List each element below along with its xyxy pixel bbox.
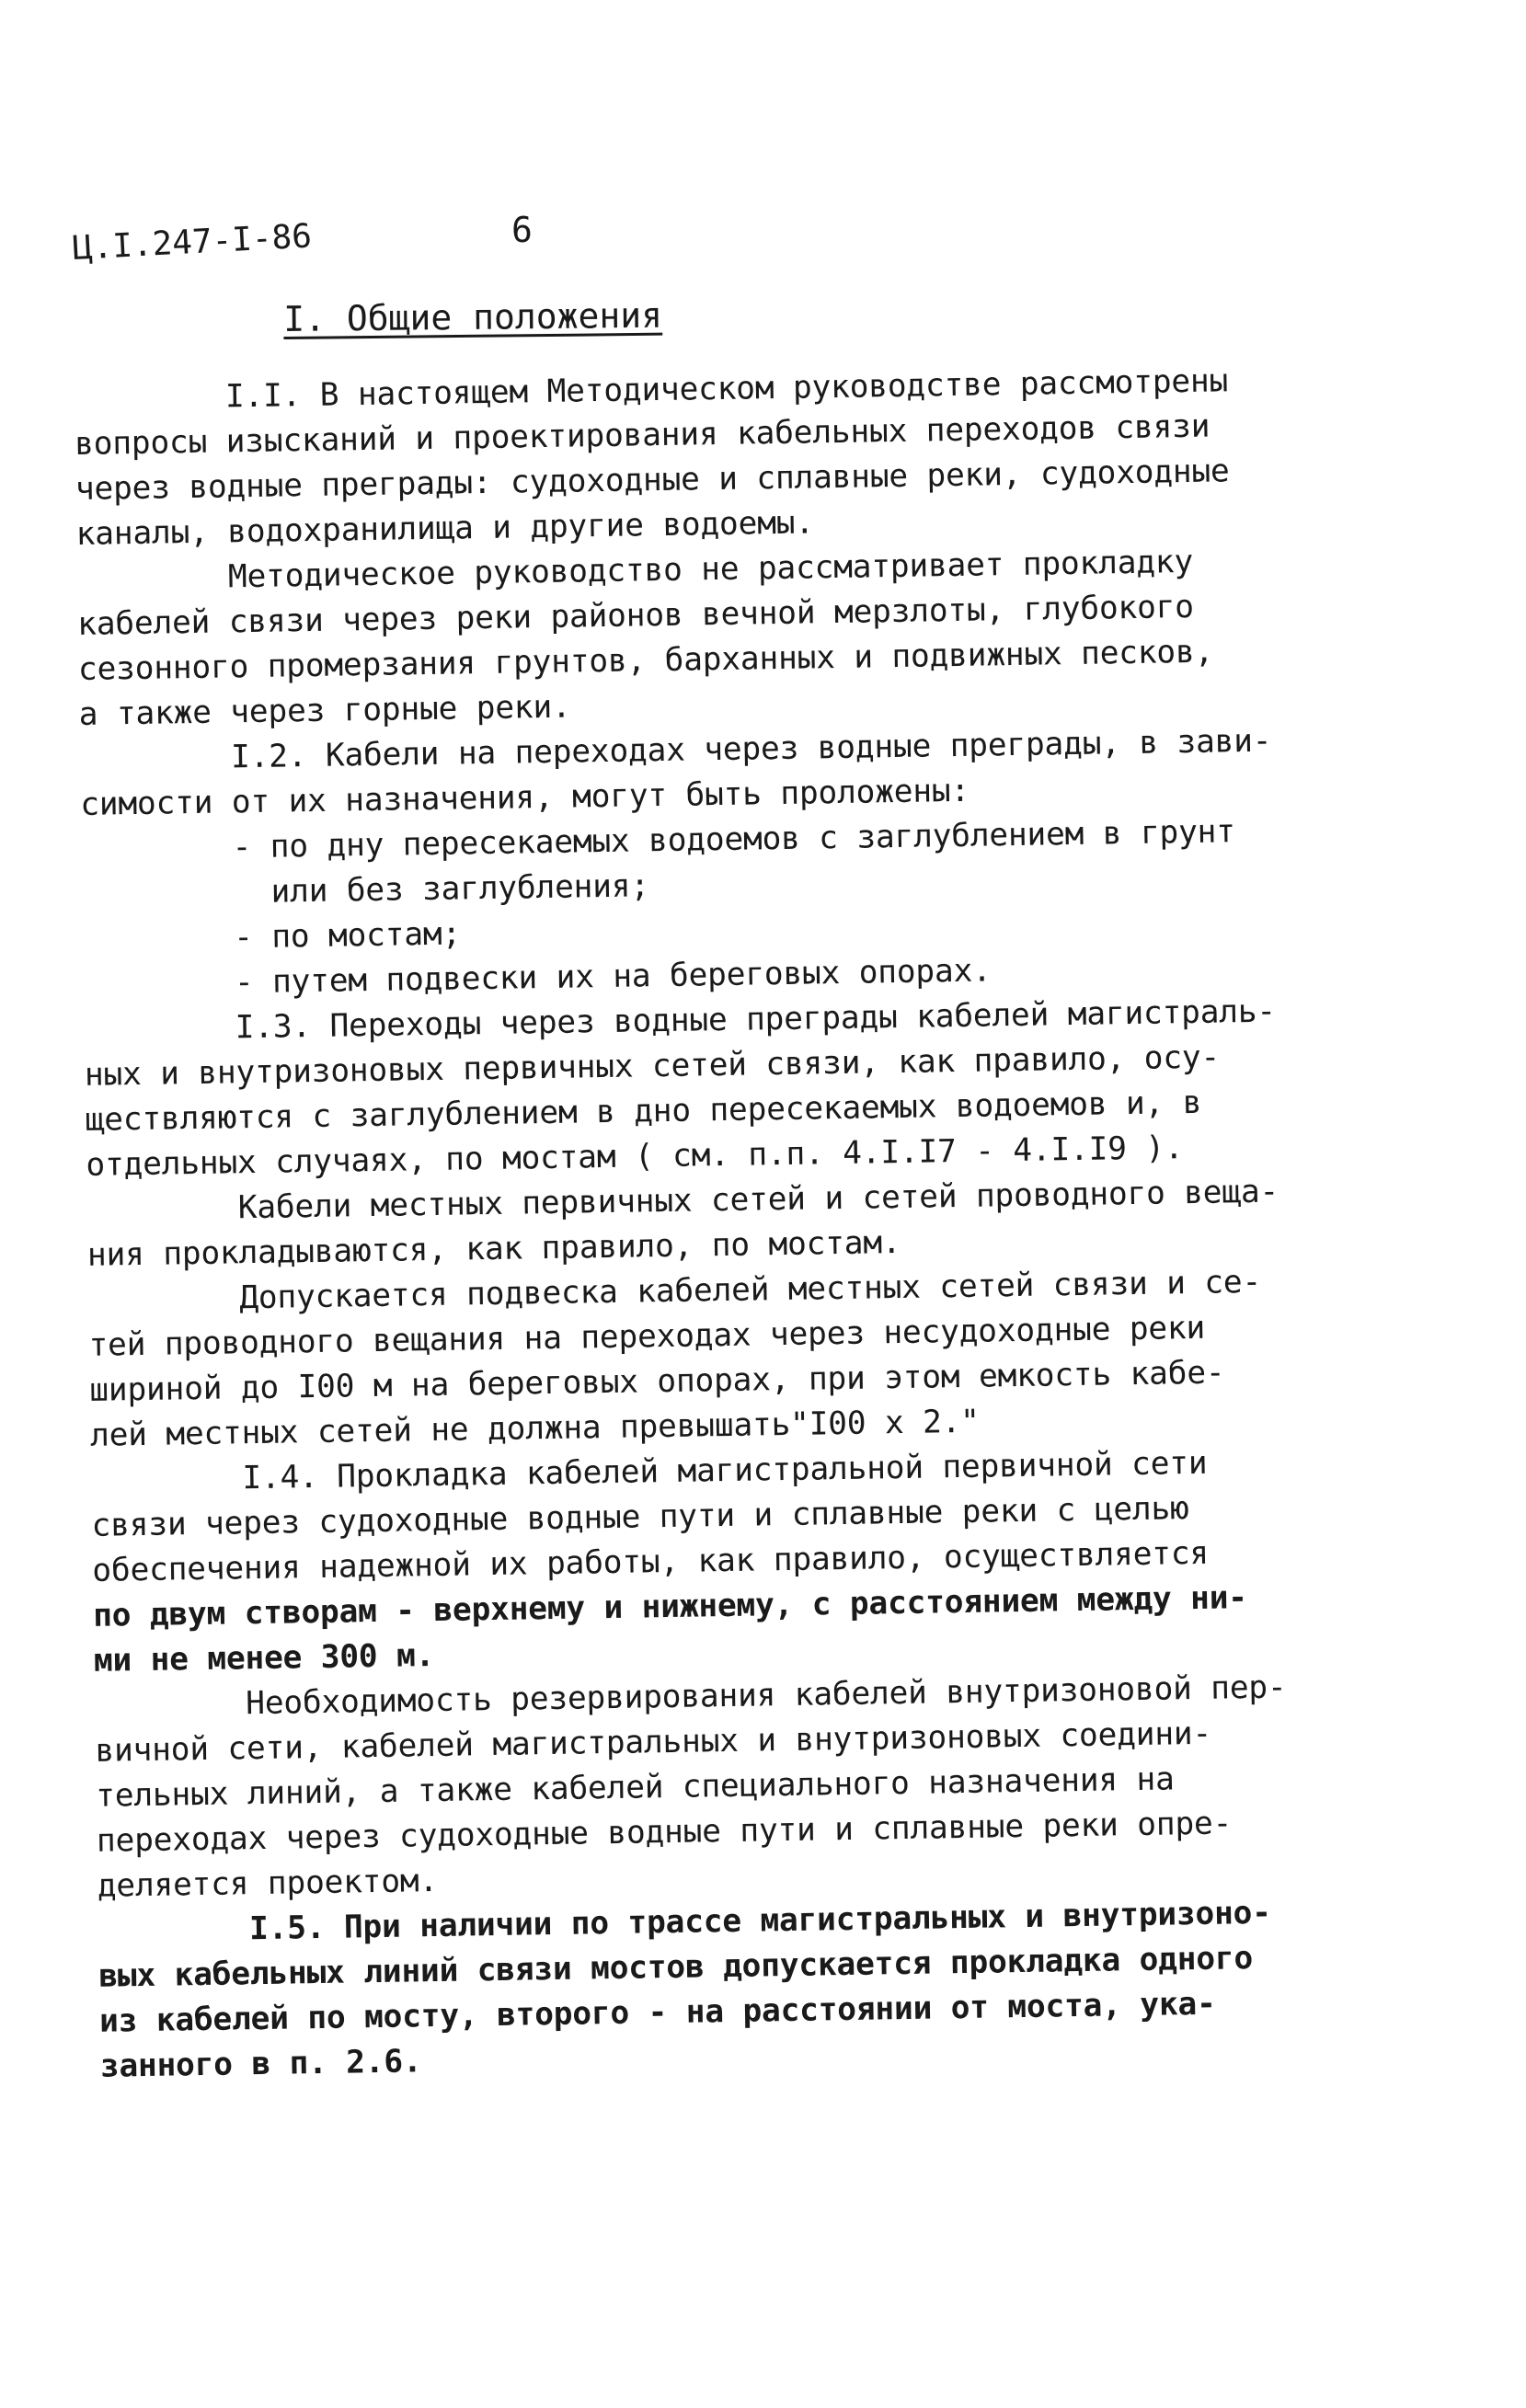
text-line: лей местных сетей не должна превышать"I00 x 2." (89, 1403, 981, 1454)
text-line: деляется проектом. (97, 1862, 439, 1905)
document-code: Ц.I.247-I-86 (72, 217, 313, 268)
text-line: шириной до I00 м на береговых опорах, при этом емкость кабе- (88, 1354, 1225, 1409)
text-line: I.4. Прокладка кабелей магистральной первичной сети (90, 1444, 1208, 1499)
text-line: вопросы изысканий и проектирования кабельных переходов связи (74, 407, 1210, 463)
text-line: кабелей связи через реки районов вечной мерзлоты, глубокого (76, 588, 1195, 643)
text-line: ществляются с заглублением в дно пересекаемых водоемов и, в (85, 1084, 1202, 1139)
text-line: I.2. Кабели на переходах через водные преграды, в зави- (79, 722, 1272, 778)
text-line: вичной сети, кабелей магистральных и внутризоновых соедини- (95, 1714, 1212, 1770)
text-line: ния прокладываются, как правило, по мостам. (86, 1223, 901, 1274)
text-line: вых кабельных линий связи мостов допускается прокладка одного (98, 1940, 1254, 1995)
text-line: ных и внутризоновых первичных сетей связи, как правило, осу- (84, 1038, 1221, 1094)
text-line: сезонного промерзания грунтов, барханных и подвижных песков, (77, 633, 1214, 688)
text-line: из кабелей по мосту, второго - на расстоянии от моста, ука- (98, 1985, 1216, 2040)
text-line: тельных линий, а также кабелей специального назначения на (95, 1760, 1175, 1815)
text-line: Кабели местных первичных сетей и сетей проводного веща- (86, 1173, 1279, 1229)
text-line: занного в п. 2.6. (99, 2043, 422, 2085)
text-line: Необходимость резервирования кабелей внутризоновой пер- (94, 1668, 1287, 1725)
text-line: - путем подвески их на береговых опорах. (83, 952, 992, 1003)
text-line: связи через судоходные водные пути и сплавные реки с целью (91, 1490, 1189, 1544)
section-title: I. Общие положения (283, 294, 663, 339)
text-line: или без заглубления; (81, 867, 650, 913)
text-line: - по мостам; (82, 915, 462, 958)
text-line: отдельных случаях, по мостам ( см. п.п. 4.I.I7 - 4.I.I9 ). (86, 1129, 1184, 1184)
text-line: переходах через судоходные водные пути и сплавные реки опре- (96, 1805, 1233, 1860)
text-line: по двум створам - верхнему и нижнему, с расстоянием между ни- (92, 1579, 1248, 1634)
text-line: симости от их назначения, могут быть проложены: (79, 772, 970, 823)
text-line: I.5. При наличии по трассе магистральных и внутризоно- (98, 1894, 1272, 1950)
text-line: обеспечения надежной их работы, как правило, осуществляется (92, 1534, 1210, 1589)
text-line: Допускается подвеска кабелей местных сетей связи и се- (87, 1263, 1262, 1319)
text-line: I.I. В настоящем Методическом руководстве рассмотрены (74, 362, 1229, 418)
text-line: через водные преграды: судоходные и сплавные реки, судоходные (75, 453, 1230, 508)
text-line: каналы, водохранилища и другие водоемы. (75, 504, 815, 553)
text-line: а также через горные реки. (78, 688, 571, 733)
text-line: - по дну пересекаемых водоемов с заглублением в грунт (80, 813, 1236, 868)
body-text (74, 360, 1287, 2089)
text-line: ми не менее 300 м. (93, 1637, 435, 1680)
text-line: Методическое руководство не рассматривает прокладку (76, 543, 1194, 598)
page-number: 6 (511, 210, 533, 250)
text-line: тей проводного вещания на переходах через несудоходные реки (88, 1309, 1206, 1364)
text-line: I.3. Переходы через водные преграды кабелей магистраль- (83, 992, 1277, 1049)
